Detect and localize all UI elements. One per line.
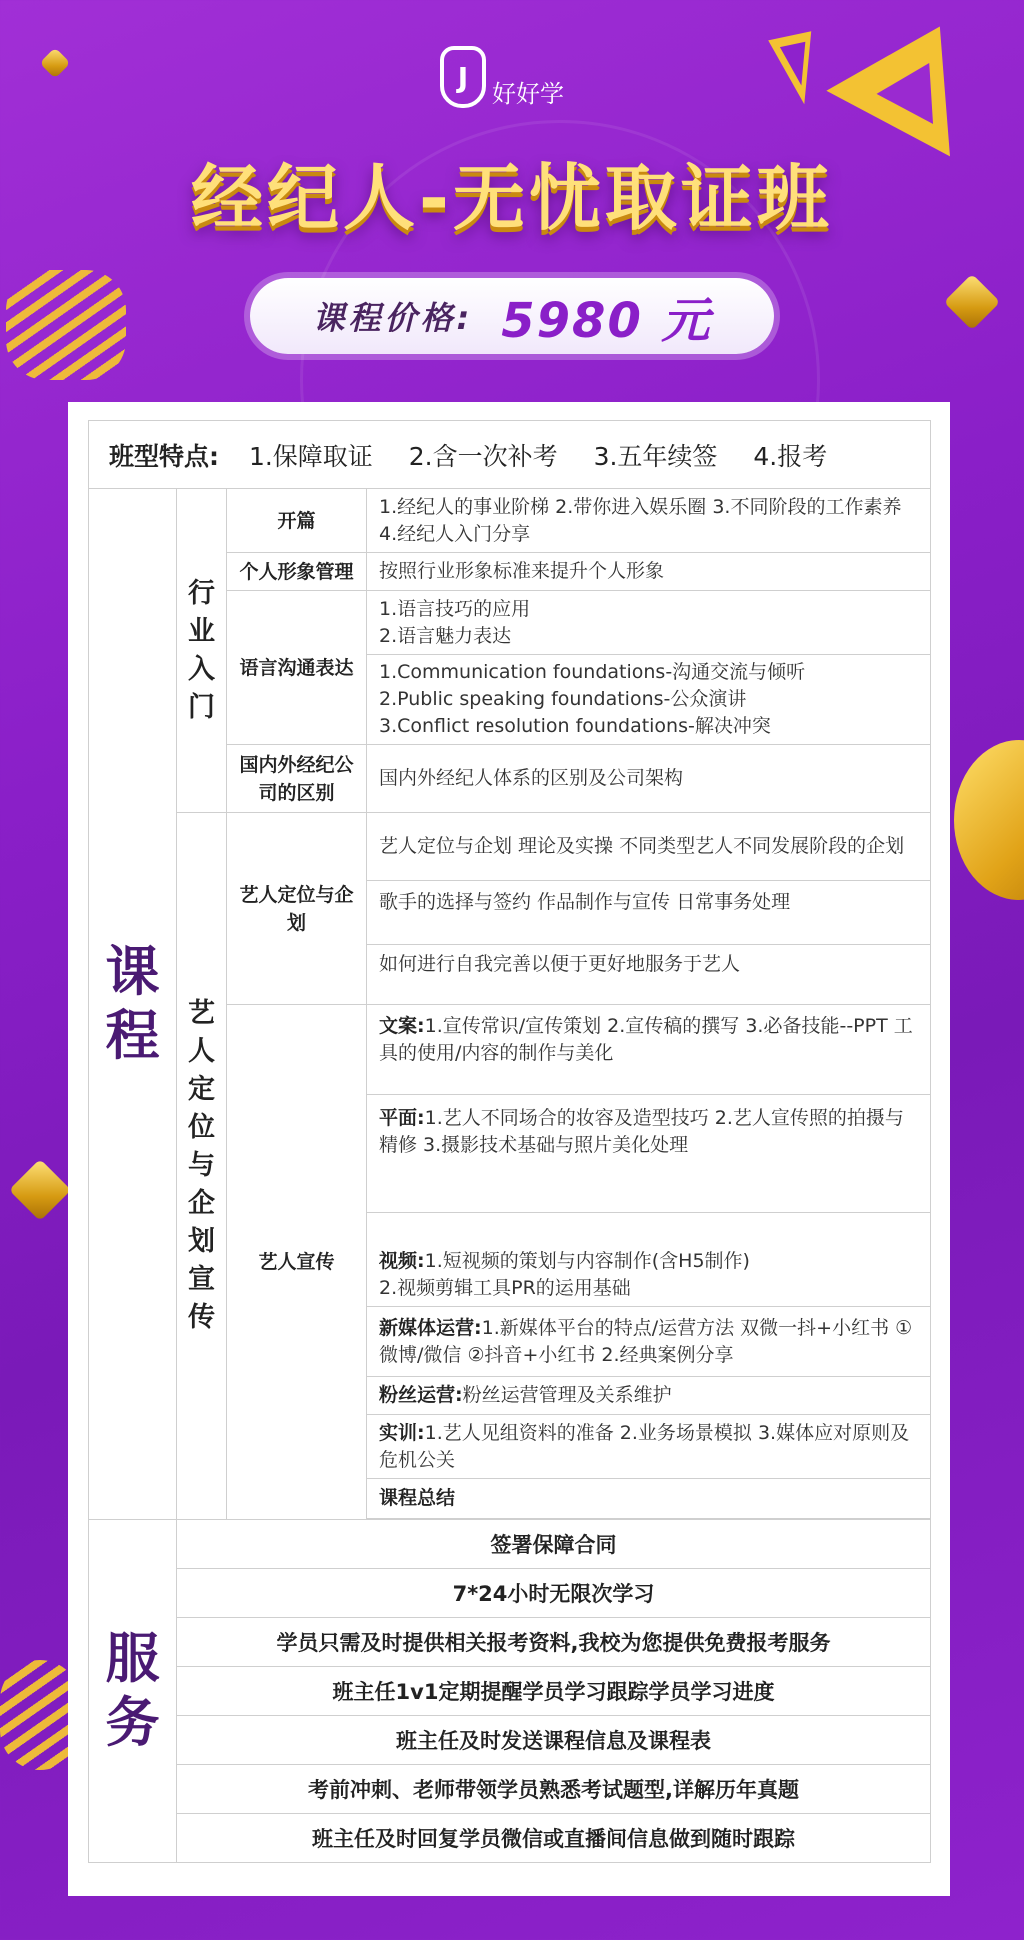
module-content: 1.语言技巧的应用 2.语言魅力表达 <box>367 591 931 655</box>
gold-gem-decoration <box>944 274 1001 331</box>
service-item: 班主任1v1定期提醒学员学习跟踪学员学习进度 <box>177 1667 931 1716</box>
content-head: 视频: <box>379 1250 425 1272</box>
page-title: 经纪人-无忧取证班 <box>191 156 833 240</box>
module-content <box>367 1005 931 1095</box>
cat-logo-icon: J <box>440 46 486 108</box>
content-text: 1.艺人不同场合的妆容及造型技巧 2.艺人宣传照的拍摄与精修 3.摄影技术基础与照片美化处理 <box>379 1107 904 1156</box>
module-content: 按照行业形象标准来提升个人形象 <box>367 553 931 591</box>
module-communication: 语言沟通表达 <box>227 591 367 745</box>
content-head: 课程总结 <box>379 1487 456 1509</box>
table-row <box>89 1667 931 1716</box>
table-row <box>89 813 931 881</box>
feature-item: 2.含一次补考 <box>408 441 558 471</box>
module-agency-difference: 国内外经纪公司的区别 <box>227 745 367 813</box>
course-card <box>68 402 950 1896</box>
features-cell <box>89 421 931 489</box>
features-row <box>89 421 931 489</box>
module-content <box>367 1307 931 1377</box>
gold-gem-decoration <box>39 47 70 78</box>
module-content: 国内外经纪人体系的区别及公司架构 <box>367 745 931 813</box>
service-category-label: 服务 <box>89 1520 177 1863</box>
feature-item: 1.保障取证 <box>248 441 373 471</box>
module-content <box>367 1415 931 1479</box>
table-row <box>89 1716 931 1765</box>
price-badge <box>250 278 774 354</box>
price-value: 5980 元 <box>501 292 712 349</box>
feature-item: 4.报考 <box>753 441 828 471</box>
module-opening: 开篇 <box>227 489 367 553</box>
content-head: 文案: <box>379 1015 425 1037</box>
content-head: 粉丝运营: <box>379 1384 463 1406</box>
content-text: 1.艺人见组资料的准备 2.业务场景模拟 3.媒体应对原则及危机公关 <box>379 1421 910 1471</box>
table-row <box>89 1618 931 1667</box>
content-text: 粉丝运营管理及关系维护 <box>462 1384 672 1406</box>
module-content: 艺人定位与企划 理论及实操 不同类型艺人不同发展阶段的企划 <box>367 813 931 881</box>
section-label-intro: 行业入门 <box>177 489 227 813</box>
brand-logo <box>440 42 564 112</box>
gold-spring-decoration <box>6 270 126 380</box>
section-label-planning: 艺人定位与企划宣传 <box>177 813 227 1520</box>
module-artist-promotion: 艺人宣传 <box>227 1005 367 1520</box>
service-item: 考前冲刺、老师带领学员熟悉考试题型,详解历年真题 <box>177 1765 931 1814</box>
service-item: 7*24小时无限次学习 <box>177 1569 931 1618</box>
course-table <box>88 420 931 1863</box>
module-content <box>367 1377 931 1415</box>
content-head: 平面: <box>379 1107 425 1129</box>
service-item: 签署保障合同 <box>177 1520 931 1569</box>
price-label: 课程价格: <box>312 299 474 337</box>
table-row <box>89 1520 931 1569</box>
module-content: 如何进行自我完善以便于更好地服务于艺人 <box>367 945 931 1005</box>
content-text: 1.宣传常识/宣传策划 2.宣传稿的撰写 3.必备技能--PPT 工具的使用/内容的制作与美化 <box>379 1015 913 1064</box>
brand-name: 好好学 <box>492 79 564 108</box>
content-text: 1.短视频的策划与内容制作(含H5制作) 2.视频剪辑工具PR的运用基础 <box>379 1250 750 1299</box>
table-row <box>89 489 931 553</box>
module-content: 歌手的选择与签约 作品制作与宣传 日常事务处理 <box>367 881 931 945</box>
table-row <box>89 1569 931 1618</box>
content-head: 实训: <box>379 1421 425 1444</box>
gold-gem-decoration <box>9 1159 71 1221</box>
table-row <box>89 1814 931 1863</box>
service-item: 班主任及时回复学员微信或直播间信息做到随时跟踪 <box>177 1814 931 1863</box>
service-item: 学员只需及时提供相关报考资料,我校为您提供免费报考服务 <box>177 1618 931 1667</box>
module-artist-positioning: 艺人定位与企划 <box>227 813 367 1005</box>
feature-item: 3.五年续签 <box>593 441 718 471</box>
module-content <box>367 1213 931 1307</box>
features-label: 班型特点: <box>109 441 219 471</box>
table-row <box>89 1765 931 1814</box>
module-content: 1.经纪人的事业阶梯 2.带你进入娱乐圈 3.不同阶段的工作素养 4.经纪人入门分享 <box>367 489 931 553</box>
service-item: 班主任及时发送课程信息及课程表 <box>177 1716 931 1765</box>
content-head: 新媒体运营: <box>379 1316 482 1339</box>
course-category-label: 课程 <box>89 489 177 1520</box>
module-content: 1.Communication foundations-沟通交流与倾听 2.Public speaking foundations-公众演讲 3.Conflict resolution foundations-解决冲突 <box>367 655 931 745</box>
module-image-management: 个人形象管理 <box>227 553 367 591</box>
content-text: 1.新媒体平台的特点/运营方法 双微一抖+小红书 ①微博/微信 ②抖音+小红书 2.经典案例分享 <box>379 1316 913 1366</box>
module-content <box>367 1095 931 1213</box>
module-content <box>367 1479 931 1519</box>
gold-ball-decoration <box>954 740 1024 900</box>
